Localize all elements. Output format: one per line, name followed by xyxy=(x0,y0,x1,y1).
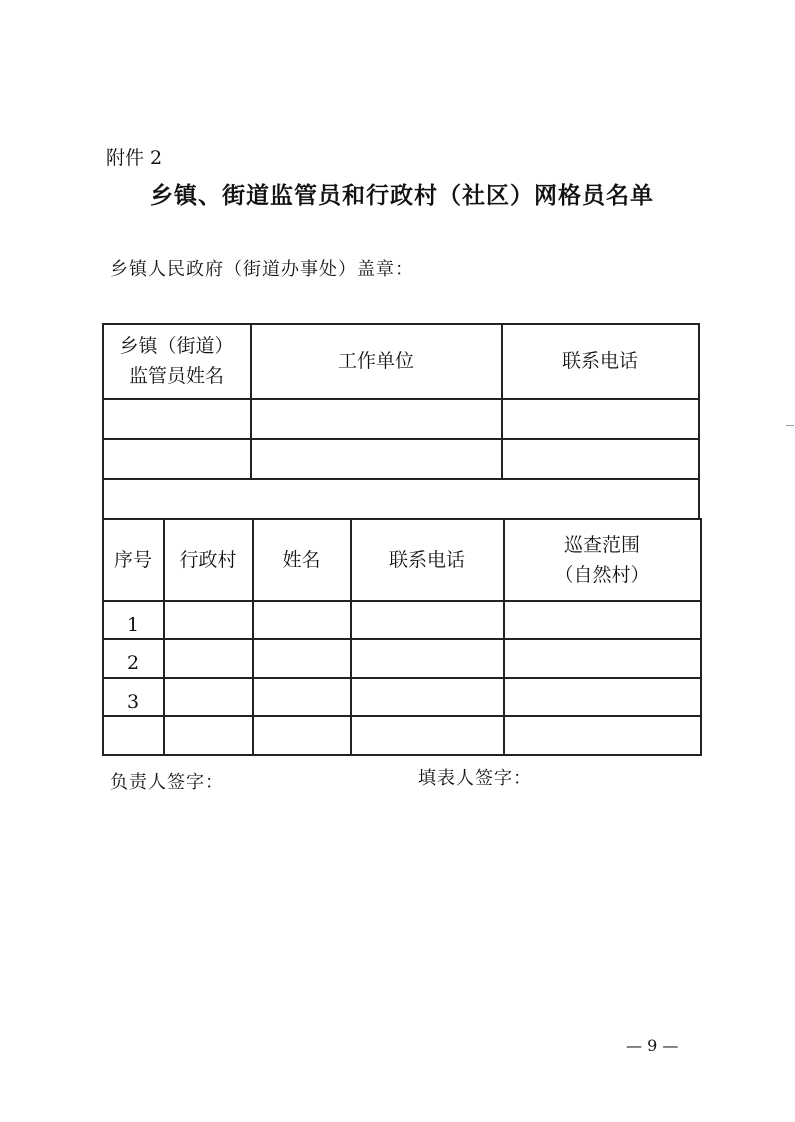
row-number: 1 xyxy=(126,614,140,636)
row-number xyxy=(103,716,163,754)
page-number: — 9 — xyxy=(626,1036,679,1055)
name-header: 姓名 xyxy=(282,548,321,571)
patrol-range-line2: （自然村） xyxy=(554,563,650,586)
table-rule xyxy=(102,438,699,440)
grid-phone-header: 联系电话 xyxy=(388,548,465,571)
supervisor-header-line2: 监管员姓名 xyxy=(128,365,224,387)
village-header: 行政村 xyxy=(179,548,237,571)
seq-header: 序号 xyxy=(113,548,152,571)
table-rule xyxy=(698,323,700,519)
table-rule xyxy=(102,398,699,400)
stamp-line: 乡镇人民政府（街道办事处）盖章： xyxy=(110,259,414,280)
table-rule xyxy=(102,754,702,756)
work-unit-header: 工作单位 xyxy=(337,350,414,372)
table-rule xyxy=(102,600,701,602)
row-number: 2 xyxy=(126,652,140,674)
supervisor-name-header xyxy=(103,324,250,398)
table-rule xyxy=(102,638,701,640)
margin-mark xyxy=(786,425,794,426)
table-rule xyxy=(102,715,701,717)
page-title: 乡镇、街道监管员和行政村（社区）网格员名单 xyxy=(150,182,654,209)
attachment-label: 附件 2 xyxy=(106,147,163,169)
row-number: 3 xyxy=(126,691,140,713)
filler-signature: 填表人签字： xyxy=(418,768,532,789)
table-rule xyxy=(102,478,700,480)
patrol-range-line1: 巡查范围 xyxy=(563,533,640,556)
supervisor-header-line1: 乡镇（街道） xyxy=(119,335,234,357)
table-rule xyxy=(700,518,702,755)
patrol-range-header xyxy=(504,519,700,600)
table-rule xyxy=(102,677,701,679)
supervisor-phone-header: 联系电话 xyxy=(561,350,638,372)
responsible-signature: 负责人签字： xyxy=(110,772,224,793)
